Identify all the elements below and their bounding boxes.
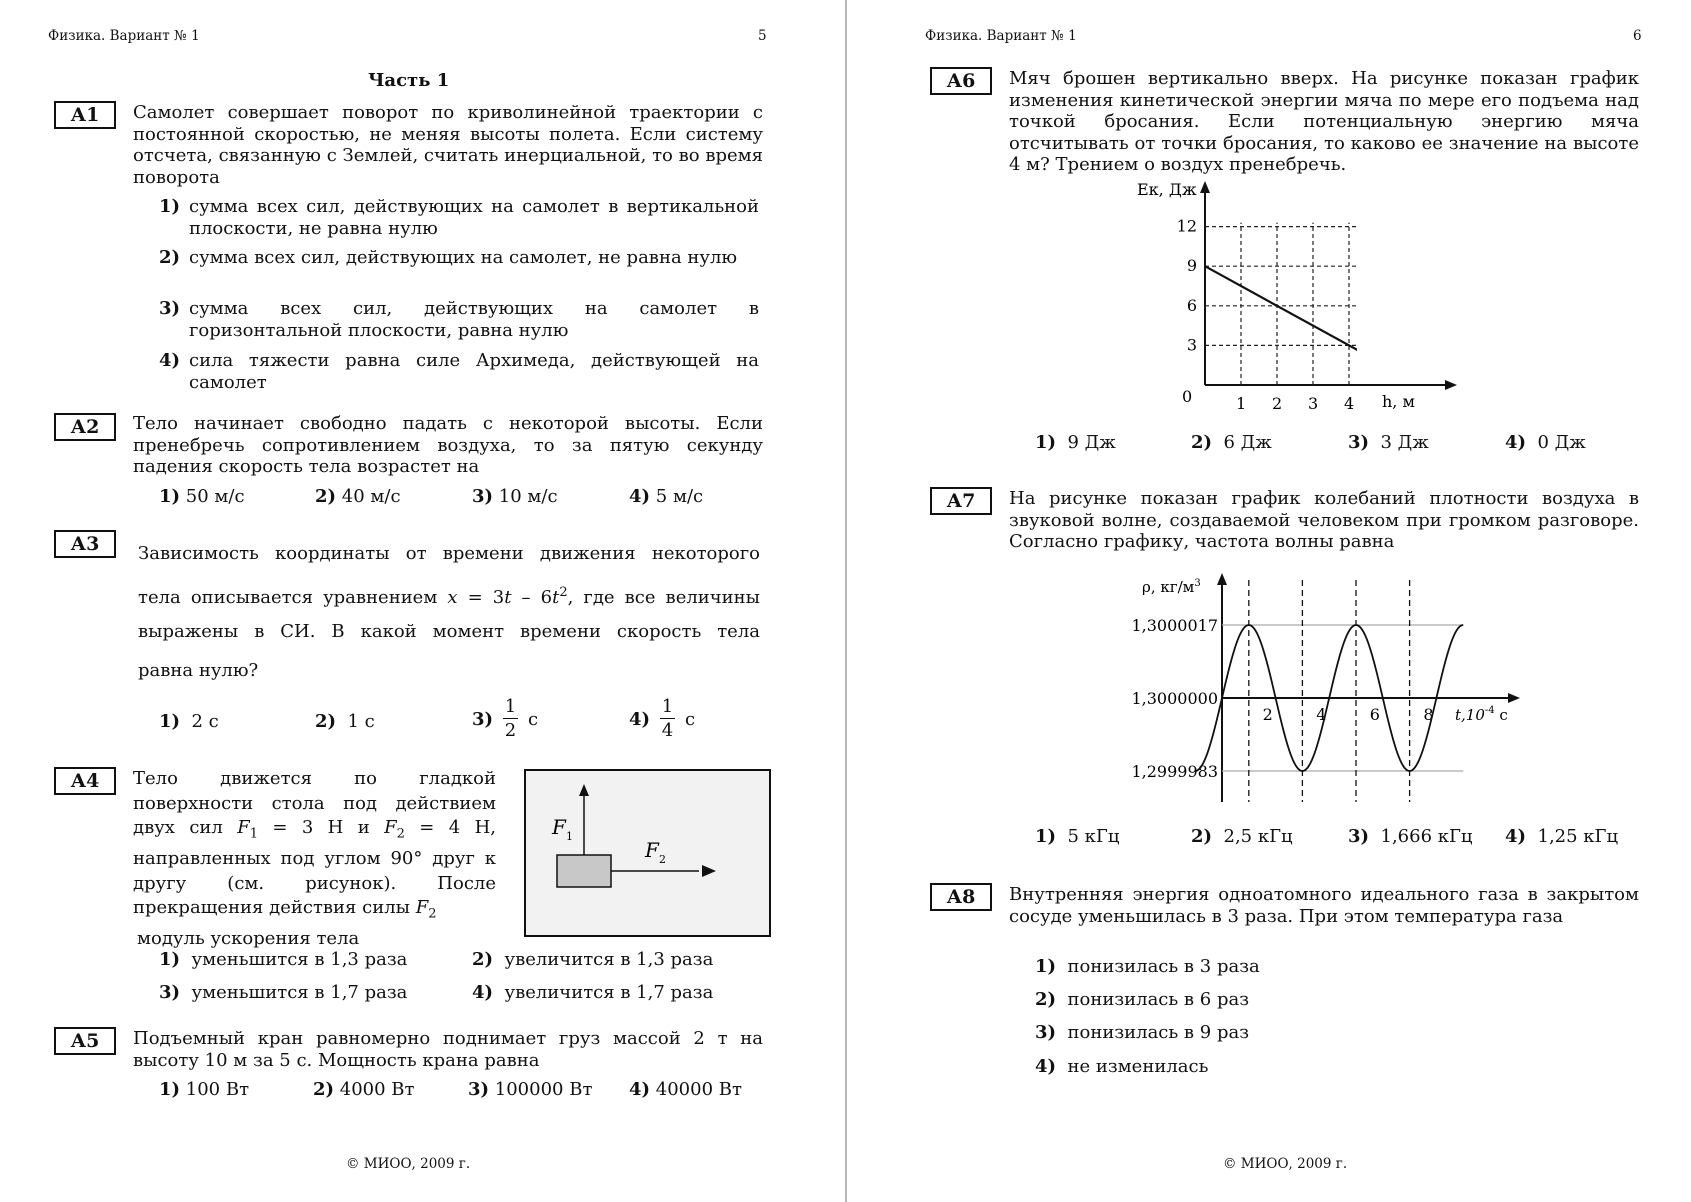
answer-text: понизилась в 6 раз — [1067, 989, 1250, 1010]
x-tick-label: 6 — [1369, 705, 1380, 724]
answer-option[interactable] — [472, 696, 538, 743]
answer-number: 1) — [1035, 432, 1057, 453]
x-tick-label: 3 — [1308, 394, 1319, 413]
answer-number: 4) — [629, 709, 651, 730]
answer-option[interactable] — [159, 298, 759, 341]
forces-figure — [524, 769, 772, 938]
origin-label: 0 — [1182, 387, 1193, 406]
y-tick-label: 12 — [1176, 216, 1197, 236]
answer-option[interactable] — [159, 350, 759, 393]
text: – 6 — [511, 587, 553, 608]
answer-number: 3) — [1035, 1022, 1057, 1043]
text: = 3 — [457, 587, 505, 608]
answer-text: увеличится в 1,3 раза — [504, 949, 714, 970]
question-tag-a3: А3 — [54, 530, 116, 558]
answer-number: 3) — [1348, 432, 1370, 453]
answer-number: 2) — [472, 949, 494, 970]
question-tag-a5: А5 — [54, 1027, 116, 1055]
answer-option[interactable] — [159, 247, 759, 269]
answer-option[interactable] — [629, 1079, 742, 1100]
text: , где все величины — [567, 587, 760, 608]
answer-number: 3) — [159, 982, 181, 1003]
answer-option[interactable] — [629, 486, 703, 507]
question-tag-a7: А7 — [930, 487, 992, 515]
page-number: 5 — [758, 28, 767, 44]
answer-number: 1) — [159, 949, 181, 970]
answer-text: 9 Дж — [1067, 432, 1116, 453]
question-a6-text: Мяч брошен вертикально вверх. На рисунке показан график изменения кинетической энергии мяча по мере его подъема над точкой бросания. Если потенциальную энергию мяча отсчитывать от точки бросания, то каково ее значение на высоте 4 м? Трением о воздух пренебречь. — [1009, 68, 1639, 175]
answer-number: 1) — [1035, 956, 1057, 977]
question-a3-line: Зависимость координаты от времени движения некоторого — [138, 543, 760, 564]
answer-text: 5 м/с — [655, 486, 704, 507]
answer-number: 2) — [1191, 432, 1213, 453]
answer-option[interactable] — [472, 982, 713, 1003]
answer-number: 3) — [1348, 826, 1370, 847]
answer-number: 1) — [159, 1079, 181, 1100]
answer-option[interactable] — [313, 1079, 415, 1100]
force-f1-label: F — [552, 815, 566, 839]
page-footer: © МИОО, 2009 г. — [1223, 1156, 1348, 1172]
fraction — [503, 696, 518, 743]
x-axis-label: h, м — [1382, 392, 1415, 410]
answer-text: 40000 Вт — [655, 1079, 742, 1100]
answer-option[interactable] — [472, 486, 558, 507]
x-axis-label-unit: c — [1494, 706, 1508, 724]
answer-number: 3) — [472, 486, 494, 507]
answer-option[interactable] — [1348, 826, 1473, 847]
answer-option[interactable] — [472, 949, 713, 970]
answer-number: 1) — [159, 196, 181, 217]
question-a3-line: выражены в СИ. В какой момент времени скорость тела — [138, 621, 760, 642]
grid — [1205, 223, 1357, 385]
answer-option[interactable] — [1191, 826, 1293, 847]
answer-number: 3) — [472, 709, 494, 730]
answer-text: понизилась в 3 раза — [1067, 956, 1260, 977]
answer-option[interactable] — [159, 1079, 249, 1100]
text: Тело движется по гладкой поверхности стола под действием двух сил — [133, 768, 496, 838]
y-tick-label: 3 — [1186, 335, 1197, 355]
var-t: t — [504, 587, 512, 608]
air-density-chart — [1102, 570, 1532, 810]
answer-text: сумма всех сил, действующих на самолет в горизонтальной плоскости, равна нулю — [189, 298, 759, 341]
subscript: 2 — [428, 906, 437, 922]
answer-text: понизилась в 9 раз — [1067, 1022, 1250, 1043]
body-block — [557, 855, 611, 887]
var-x: x — [447, 587, 458, 608]
period-lines — [1249, 580, 1410, 802]
text: направленных под углом 90° друг к другу (см. рисунок). После прекращения действия силы — [133, 848, 496, 919]
answer-text: 1,666 кГц — [1380, 826, 1473, 847]
force-f2-label: F — [645, 838, 659, 862]
y-ticks — [1131, 616, 1218, 781]
x-tick-label: 4 — [1344, 394, 1355, 413]
answer-option[interactable] — [1505, 826, 1618, 847]
answer-text: 50 м/с — [185, 486, 245, 507]
answer-text: уменьшится в 1,3 раза — [191, 949, 408, 970]
text: модуль ускорения тела — [137, 928, 360, 950]
x-tick-label: 8 — [1423, 705, 1434, 724]
answer-number: 3) — [468, 1079, 490, 1100]
answer-text: 100000 Вт — [494, 1079, 593, 1100]
y-axis-label: Eк, Дж — [1137, 180, 1197, 199]
question-tag-a1: А1 — [54, 101, 116, 129]
x-ticks — [1236, 394, 1357, 413]
y-axis-arrow — [1200, 181, 1210, 193]
x-axis-arrow — [1445, 380, 1457, 390]
question-tag-a6: А6 — [930, 67, 992, 95]
answer-text: 1,25 кГц — [1537, 826, 1619, 847]
answer-text: сила тяжести равна силе Архимеда, действующей на самолет — [189, 350, 759, 393]
var-f: F — [415, 897, 429, 919]
answer-number: 1) — [159, 711, 181, 732]
question-a3-equation-line — [138, 582, 760, 609]
exponent: 2 — [559, 585, 568, 600]
answer-option[interactable] — [1505, 432, 1586, 453]
x-axis-arrow — [1508, 693, 1520, 703]
answer-option[interactable] — [1035, 989, 1249, 1010]
answer-number: 3) — [159, 298, 181, 319]
question-tag-a2: А2 — [54, 413, 116, 441]
answer-number: 2) — [159, 247, 181, 268]
var-f: F — [237, 817, 250, 838]
subscript: 2 — [396, 826, 405, 842]
page-footer: © МИОО, 2009 г. — [346, 1156, 471, 1172]
force-f2-subscript: 2 — [659, 853, 666, 866]
answer-unit: с — [684, 709, 696, 730]
question-a8-text: Внутренняя энергия одноатомного идеального газа в закрытом сосуде уменьшилась в 3 раза. При этом температура газа — [1009, 884, 1639, 927]
answer-option[interactable] — [159, 711, 219, 732]
x-tick-label: 4 — [1316, 705, 1327, 724]
answer-text: 2 с — [191, 711, 219, 732]
left-page — [0, 0, 845, 1202]
var-t: t — [552, 587, 560, 608]
answer-number: 1) — [1035, 826, 1057, 847]
fraction-numerator: 1 — [504, 696, 517, 717]
answer-number: 2) — [315, 711, 337, 732]
y-axis-label — [1142, 578, 1201, 596]
energy-line — [1205, 266, 1357, 385]
answer-text: 5 кГц — [1067, 826, 1120, 847]
y-axis-label-main: ρ, кг/м — [1142, 578, 1195, 596]
y-tick-label: 1,3000017 — [1131, 616, 1218, 635]
answer-option[interactable] — [159, 486, 245, 507]
answer-number: 2) — [1035, 989, 1057, 1010]
y-axis-arrow — [1217, 573, 1227, 585]
subscript: 1 — [249, 826, 259, 842]
answer-number: 4) — [1505, 432, 1527, 453]
answer-text: сумма всех сил, действующих на самолет в вертикальной плоскости, не равна нулю — [189, 196, 759, 239]
kinetic-energy-chart-xaxis-ext — [1357, 365, 1477, 410]
answer-number: 2) — [313, 1079, 335, 1100]
answer-number: 1) — [159, 486, 181, 507]
page-header: Физика. Вариант № 1 — [48, 28, 200, 44]
question-tag-a4: А4 — [54, 767, 116, 795]
answer-number: 2) — [315, 486, 337, 507]
answer-number: 2) — [1191, 826, 1213, 847]
kinetic-energy-chart — [1137, 180, 1357, 420]
text: = 3 Н — [258, 817, 344, 838]
answer-number: 4) — [629, 1079, 651, 1100]
question-a3-line: равна нулю? — [138, 660, 259, 681]
text: = 4 Н, — [404, 817, 496, 838]
y-tick-label: 1,3000000 — [1131, 689, 1218, 708]
x-tick-label: 2 — [1262, 705, 1273, 724]
answer-number: 4) — [1505, 826, 1527, 847]
page-number: 6 — [1633, 28, 1642, 44]
question-a7-text: На рисунке показан график колебаний плотности воздуха в звуковой волне, создаваемой человеком при громком разговоре. Согласно графику, частота волны равна — [1009, 488, 1639, 552]
answer-option[interactable] — [629, 696, 695, 743]
answer-option[interactable] — [159, 196, 759, 239]
question-tag-a8: А8 — [930, 883, 992, 911]
right-page — [847, 0, 1691, 1202]
answer-number: 4) — [1035, 1056, 1057, 1077]
x-tick-label: 1 — [1236, 394, 1247, 413]
fraction-numerator: 1 — [661, 696, 674, 717]
answer-text: 4000 Вт — [339, 1079, 415, 1100]
text: и — [343, 817, 385, 838]
answer-option[interactable] — [1035, 1022, 1249, 1043]
answer-text: 3 Дж — [1380, 432, 1429, 453]
y-tick-label: 6 — [1186, 295, 1197, 315]
answer-option[interactable] — [1035, 1056, 1208, 1077]
answer-text: не изменилась — [1067, 1056, 1209, 1077]
fraction-denominator: 4 — [661, 720, 674, 741]
question-a2-text: Тело начинает свободно падать с некоторой высоты. Если пренебречь сопротивлением воздуха, то за пятую секунду падения скорость тела возрастет на — [133, 413, 763, 477]
part-title: Часть 1 — [368, 70, 450, 91]
answer-option[interactable] — [159, 982, 407, 1003]
x-ticks — [1263, 705, 1434, 724]
answer-text: 2,5 кГц — [1223, 826, 1293, 847]
answer-option[interactable] — [315, 711, 375, 732]
x-axis-label-main: t,10 — [1455, 706, 1485, 724]
answer-text: 1 с — [347, 711, 375, 732]
answer-text: 10 м/с — [498, 486, 558, 507]
x-axis-label — [1455, 705, 1508, 724]
answer-unit: с — [527, 709, 539, 730]
x-tick-label: 2 — [1272, 394, 1283, 413]
answer-number: 4) — [472, 982, 494, 1003]
question-a4-text — [133, 767, 496, 952]
answer-number: 4) — [629, 486, 651, 507]
question-a1-text: Самолет совершает поворот по криволинейной траектории с постоянной скоростью, не меняя высоты полета. Если систему отсчета, связанную с Землей, считать инерциальной, то во время поворота — [133, 102, 763, 188]
answer-option[interactable] — [1035, 826, 1119, 847]
y-axis-label-sup: 3 — [1194, 578, 1201, 589]
answer-option[interactable] — [1348, 432, 1429, 453]
answer-text: 40 м/с — [341, 486, 401, 507]
answer-text: 0 Дж — [1537, 432, 1586, 453]
page-header: Физика. Вариант № 1 — [925, 28, 1077, 44]
answer-option[interactable] — [1035, 956, 1260, 977]
answer-text: сумма всех сил, действующих на самолет, не равна нулю — [189, 247, 738, 268]
x-axis-label-sup: -4 — [1484, 705, 1495, 716]
answer-option[interactable] — [468, 1079, 592, 1100]
answer-option[interactable] — [1035, 432, 1116, 453]
text: тела описывается уравнением — [138, 587, 448, 608]
answer-text: 100 Вт — [185, 1079, 250, 1100]
force-f1-subscript: 1 — [566, 830, 573, 843]
answer-number: 4) — [159, 350, 181, 371]
var-f: F — [384, 817, 397, 838]
y-ticks — [1177, 217, 1197, 355]
answer-text: увеличится в 1,7 раза — [504, 982, 714, 1003]
y-tick-label: 1,2999983 — [1131, 762, 1218, 781]
fraction — [660, 696, 675, 743]
answer-option[interactable] — [159, 949, 407, 970]
question-a5-text: Подъемный кран равномерно поднимает груз массой 2 т на высоту 10 м за 5 с. Мощность крана равна — [133, 1028, 763, 1071]
y-tick-label: 9 — [1186, 256, 1197, 276]
answer-text: уменьшится в 1,7 раза — [191, 982, 408, 1003]
answer-option[interactable] — [315, 486, 401, 507]
answer-option[interactable] — [1191, 432, 1272, 453]
answer-text: 6 Дж — [1223, 432, 1272, 453]
fraction-denominator: 2 — [504, 720, 517, 741]
